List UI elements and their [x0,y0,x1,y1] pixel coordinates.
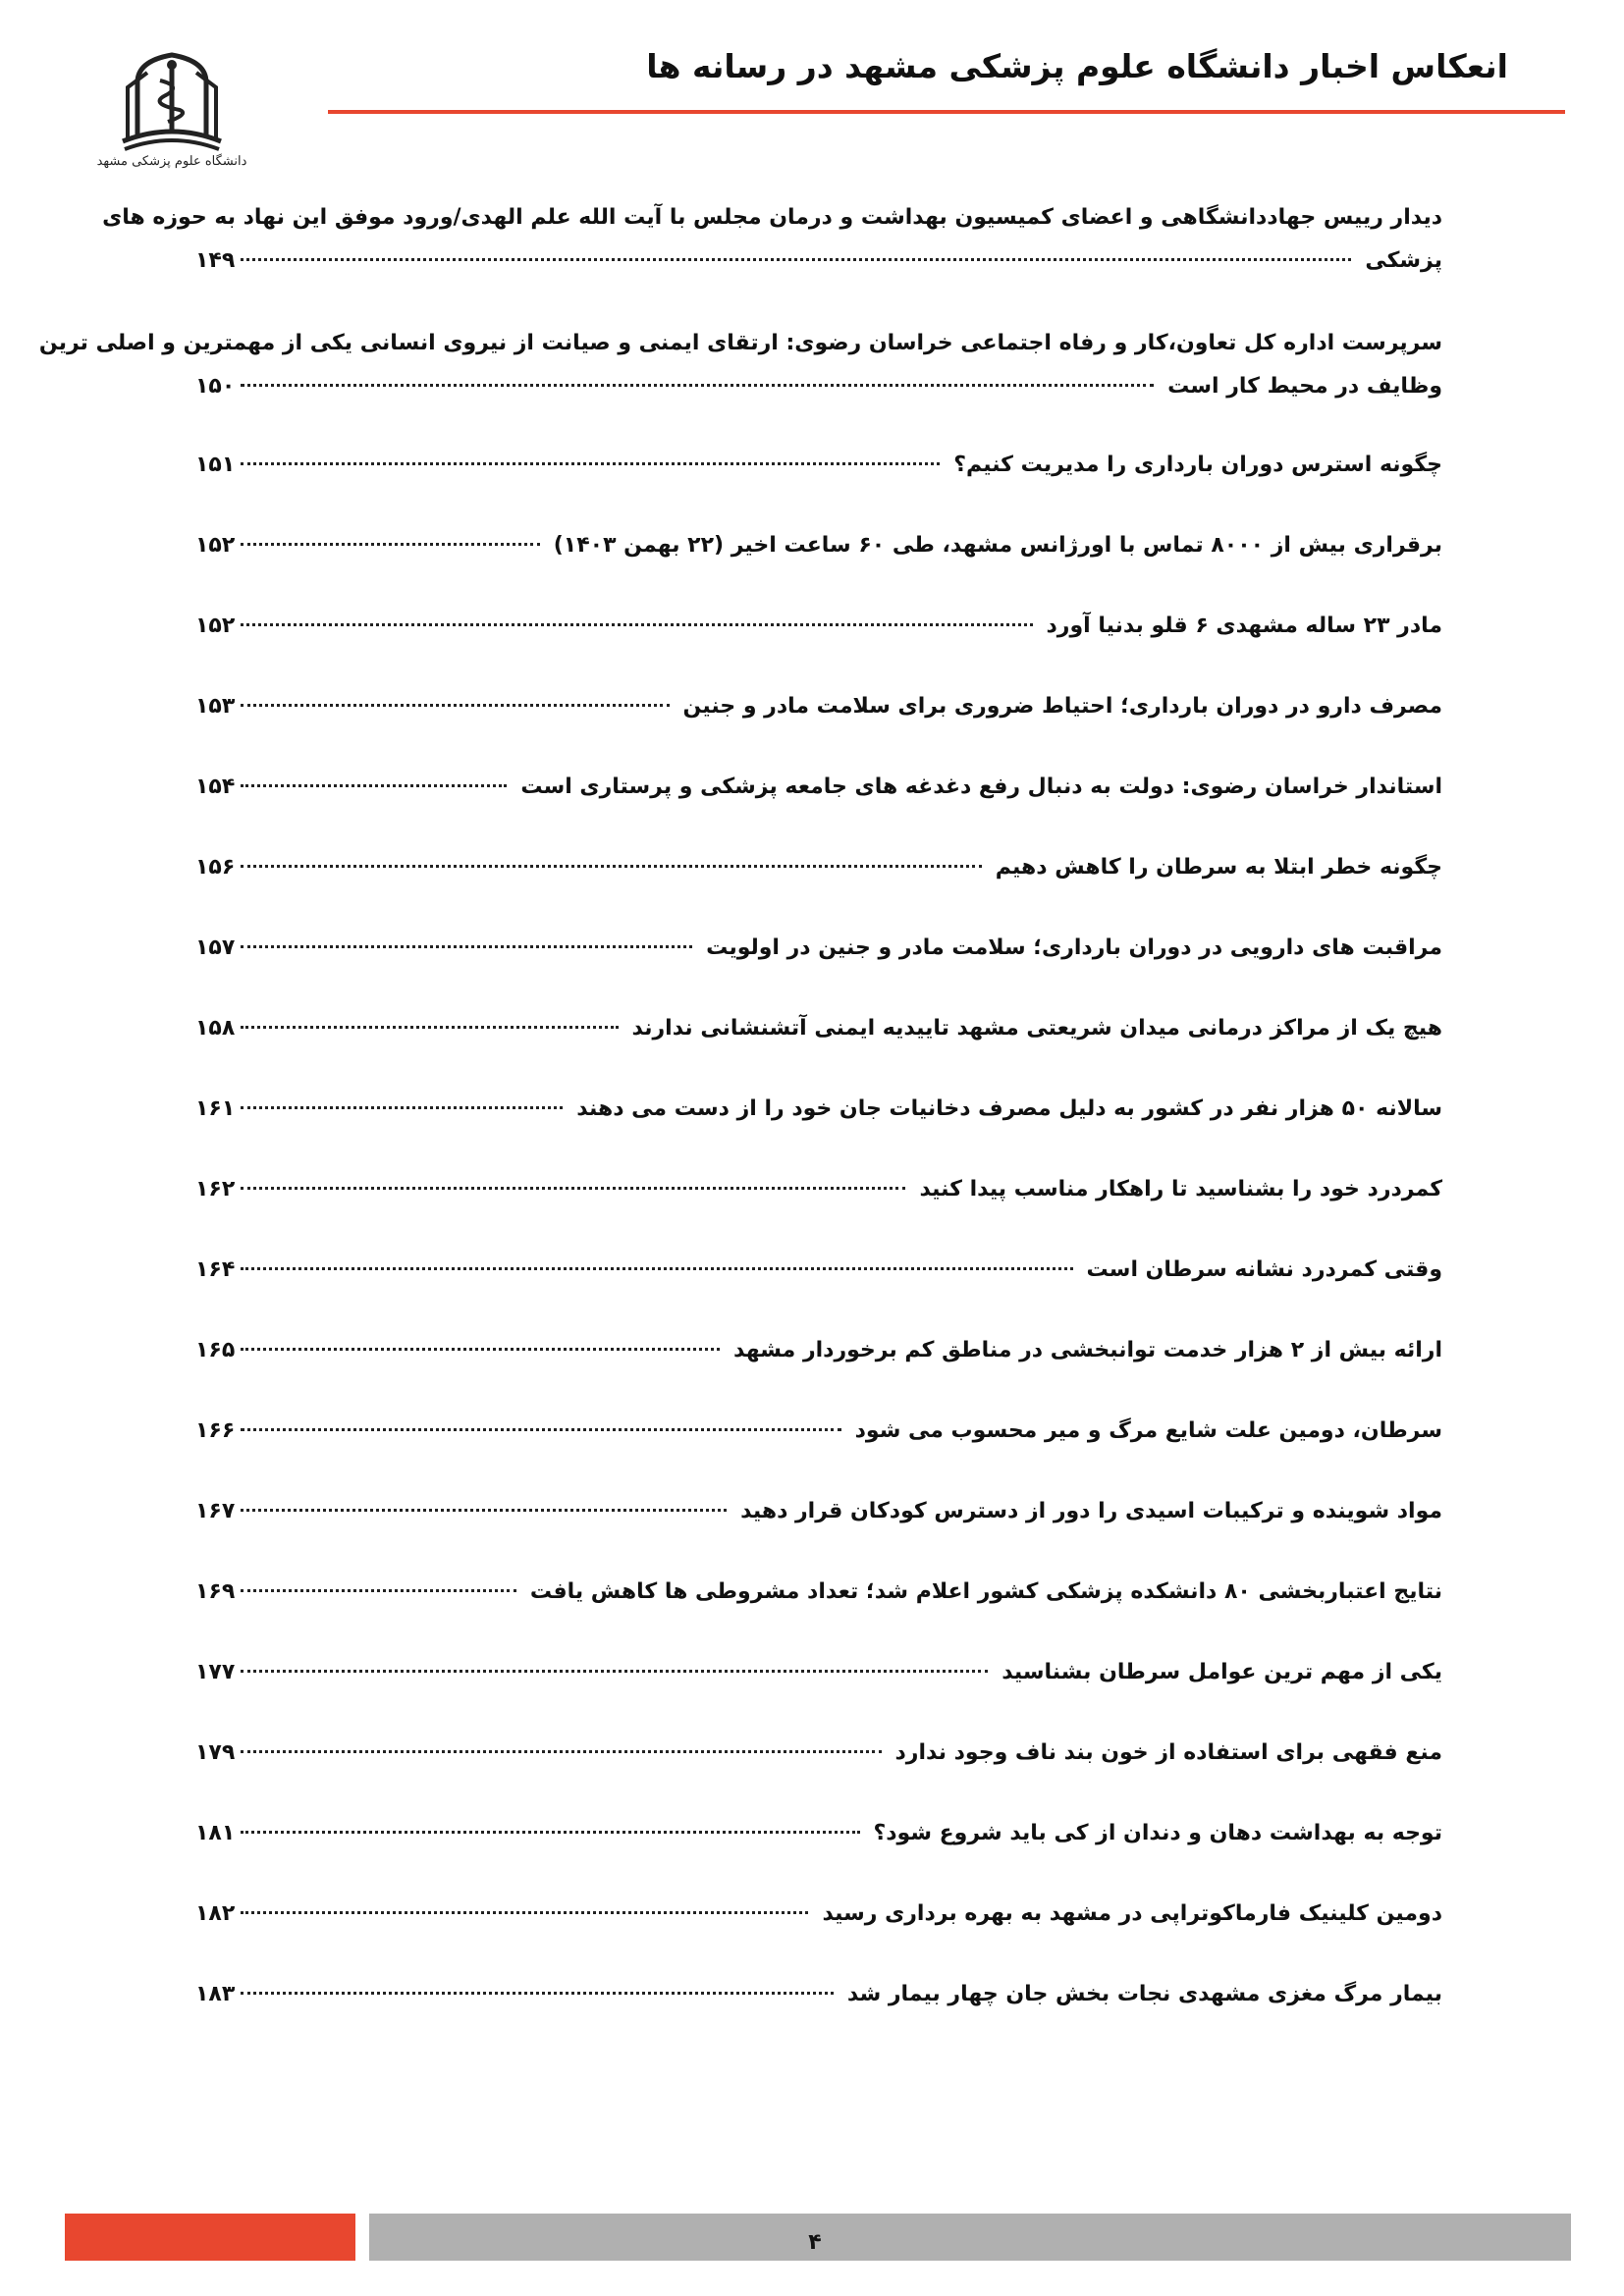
dot-leader [241,1579,516,1592]
toc-entry[interactable] [195,1168,1442,1211]
toc-entry-page: ۱۶۲ [195,1177,236,1201]
toc-entry-title: یکی از مهم ترین عوامل سرطان بشناسید [1001,1660,1442,1684]
page-header [0,39,1624,169]
toc-entry-title: هیچ یک از مراکز درمانی میدان شریعتی مشهد تاییدیه ایمنی آتشنشانی ندارند [631,1016,1442,1041]
toc-entry[interactable] [195,766,1442,809]
dot-leader [241,1418,840,1431]
toc-entry[interactable] [195,1732,1442,1775]
dot-leader [241,935,692,948]
toc-entry[interactable] [195,846,1442,889]
footer-bar [369,2214,1571,2261]
dot-leader [241,1660,988,1673]
toc-entry[interactable] [102,196,1442,283]
toc-entry[interactable] [195,1571,1442,1614]
dot-leader [241,533,539,546]
dot-leader [241,694,669,707]
page-title: انعکاس اخبار دانشگاه علوم پزشکی مشهد در رسانه ها [646,47,1508,85]
header-divider [328,110,1565,114]
toc-entry-page: ۱۸۳ [195,1982,236,2006]
toc-entry-page: ۱۷۷ [195,1660,236,1684]
toc-entry[interactable] [38,322,1442,408]
toc-entry-page: ۱۵۱ [195,453,236,477]
table-of-contents [38,196,1442,2016]
dot-leader [241,1177,905,1190]
toc-entry-title: استاندار خراسان رضوی: دولت به دنبال رفع دغدغه های جامعه پزشکی و پرستاری است [520,774,1442,799]
toc-entry-title: مادر ۲۳ ساله مشهدی ۶ قلو بدنیا آورد [1046,614,1442,638]
toc-entry[interactable] [195,1973,1442,2016]
toc-entry[interactable] [195,1893,1442,1936]
toc-entry-page: ۱۵۲ [195,614,236,638]
dot-leader [241,855,982,868]
dot-leader [241,453,940,465]
toc-entry-title: کمردرد خود را بشناسید تا راهکار مناسب پیدا کنید [919,1177,1442,1201]
dot-leader [241,1901,808,1914]
toc-entry-title-line1: سرپرست اداره کل تعاون،کار و رفاه اجتماعی خراسان رضوی: ارتقای ایمنی و صیانت از نیروی انسانی یکی از مهمترین و اصلی ترین [38,331,1442,355]
toc-entry-title: بیمار مرگ مغزی مشهدی نجات بخش جان چهار بیمار شد [846,1982,1442,2006]
toc-entry-title: سرطان، دومین علت شایع مرگ و میر محسوب می شود [854,1418,1442,1443]
toc-entry-page: ۱۵۴ [195,774,236,799]
toc-entry-page: ۱۶۹ [195,1579,236,1604]
page-number: ۴ [808,2230,822,2255]
dot-leader [241,774,507,787]
dot-leader [241,1338,720,1351]
toc-entry-title: ارائه بیش از ۲ هزار خدمت توانبخشی در مناطق کم برخوردار مشهد [733,1338,1442,1362]
toc-entry-title: چگونه خطر ابتلا به سرطان را کاهش دهیم [995,855,1442,880]
dot-leader [241,1982,834,1995]
toc-entry-page: ۱۸۲ [195,1901,236,1926]
toc-entry-page: ۱۶۷ [195,1499,236,1523]
toc-entry[interactable] [195,1490,1442,1533]
footer-accent-bar [65,2214,355,2261]
toc-entry[interactable] [195,1329,1442,1372]
toc-entry-title-line2: پزشکی [1365,248,1442,273]
dot-leader [241,1821,859,1834]
toc-entry[interactable] [195,1651,1442,1694]
toc-entry-title: توجه به بهداشت دهان و دندان از کی باید شروع شود؟ [873,1821,1442,1845]
dot-leader [241,1096,563,1109]
toc-entry-page: ۱۵۷ [195,935,236,960]
toc-entry[interactable] [195,444,1442,487]
toc-entry-title: نتایج اعتباربخشی ۸۰ دانشکده پزشکی کشور اعلام شد؛ تعداد مشروطی ها کاهش یافت [529,1579,1442,1604]
dot-leader [241,1740,881,1753]
toc-entry-title-line2: وظایف در محیط کار است [1167,374,1442,399]
toc-entry-page: ۱۵۲ [195,533,236,558]
toc-entry-title: مواد شوینده و ترکیبات اسیدی را دور از دسترس کودکان قرار دهید [740,1499,1442,1523]
toc-entry-page: ۱۴۹ [195,248,236,273]
toc-entry-title: مراقبت های دارویی در دوران بارداری؛ سلامت مادر و جنین در اولویت [706,935,1442,960]
toc-entry[interactable] [195,1007,1442,1050]
toc-entry-page: ۱۵۰ [195,374,236,399]
toc-entry-title-line1: دیدار رییس جهاددانشگاهی و اعضای کمیسیون بهداشت و درمان مجلس با آیت الله علم الهدی/ورود موفق این نهاد به حوزه های [102,205,1442,230]
dot-leader [241,1499,727,1512]
toc-entry-page: ۱۶۱ [195,1096,236,1121]
dot-leader [241,1016,618,1029]
university-logo-icon [96,43,247,171]
toc-entry-page: ۱۵۸ [195,1016,236,1041]
toc-entry-title: سالانه ۵۰ هزار نفر در کشور به دلیل مصرف دخانیات جان خود را از دست می دهند [576,1096,1442,1121]
toc-entry[interactable] [195,927,1442,970]
toc-entry[interactable] [195,1088,1442,1131]
toc-entry-title: منع فقهی برای استفاده از خون بند ناف وجود ندارد [894,1740,1442,1765]
toc-entry-title: مصرف دارو در دوران بارداری؛ احتیاط ضروری برای سلامت مادر و جنین [682,694,1442,719]
toc-entry[interactable] [195,1410,1442,1453]
toc-entry-title: برقراری بیش از ۸۰۰۰ تماس با اورژانس مشهد، طی ۶۰ ساعت اخیر (۲۲ بهمن ۱۴۰۳) [553,533,1442,558]
toc-entry-title: چگونه استرس دوران بارداری را مدیریت کنیم؟ [953,453,1442,477]
toc-entry[interactable] [195,685,1442,728]
toc-entry-page: ۱۵۳ [195,694,236,719]
toc-entry[interactable] [195,1249,1442,1292]
toc-entry-page: ۱۸۱ [195,1821,236,1845]
toc-entry-title: وقتی کمردرد نشانه سرطان است [1086,1257,1442,1282]
toc-entry-page: ۱۶۵ [195,1338,236,1362]
svg-text:دانشگاه علوم پزشکی مشهد: دانشگاه علوم پزشکی مشهد [96,154,247,169]
university-logo [96,43,247,171]
dot-leader [241,614,1032,626]
dot-leader [241,1257,1072,1270]
toc-entry-page: ۱۷۹ [195,1740,236,1765]
toc-entry-page: ۱۶۶ [195,1418,236,1443]
toc-entry-page: ۱۶۴ [195,1257,236,1282]
toc-entry[interactable] [195,1812,1442,1855]
toc-entry[interactable] [195,524,1442,567]
toc-entry-page: ۱۵۶ [195,855,236,880]
dot-leader [241,374,1154,387]
toc-entry[interactable] [195,605,1442,648]
dot-leader [241,248,1351,261]
toc-entry-title: دومین کلینیک فارماکوتراپی در مشهد به بهره برداری رسید [822,1901,1442,1926]
